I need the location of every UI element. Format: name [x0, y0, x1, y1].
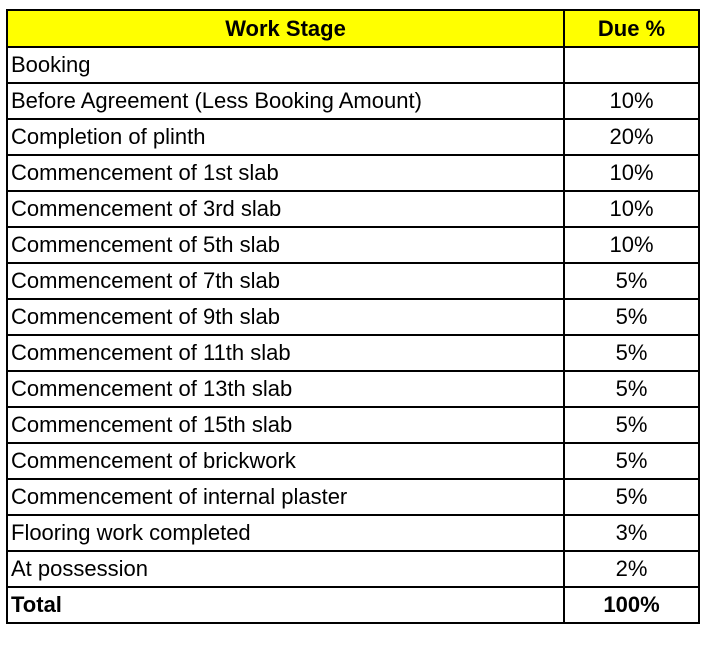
- work-stage-cell: Commencement of 9th slab: [7, 299, 564, 335]
- table-row: [7, 335, 699, 371]
- due-percent-cell: 5%: [564, 479, 699, 515]
- due-percent-cell: 10%: [564, 83, 699, 119]
- table-row: [7, 227, 699, 263]
- work-stage-cell: Commencement of 7th slab: [7, 263, 564, 299]
- table-row: [7, 443, 699, 479]
- due-percent-cell: 5%: [564, 299, 699, 335]
- work-stage-cell: Commencement of brickwork: [7, 443, 564, 479]
- table-row: [7, 551, 699, 587]
- due-percent-cell: 3%: [564, 515, 699, 551]
- work-stage-cell: Commencement of 5th slab: [7, 227, 564, 263]
- work-stage-cell: Commencement of 11th slab: [7, 335, 564, 371]
- due-percent-cell: 10%: [564, 227, 699, 263]
- table-row: [7, 299, 699, 335]
- due-percent-cell: 5%: [564, 407, 699, 443]
- total-row: [7, 587, 699, 623]
- work-stage-cell: Completion of plinth: [7, 119, 564, 155]
- due-percent-cell: 10%: [564, 191, 699, 227]
- table-row: [7, 263, 699, 299]
- payment-schedule-table: [6, 9, 700, 624]
- due-percent-cell: 5%: [564, 371, 699, 407]
- work-stage-cell: Commencement of 15th slab: [7, 407, 564, 443]
- work-stage-cell: Commencement of 13th slab: [7, 371, 564, 407]
- due-percent-cell: 10%: [564, 155, 699, 191]
- work-stage-cell: Flooring work completed: [7, 515, 564, 551]
- header-work-stage: Work Stage: [7, 10, 564, 47]
- table-row: [7, 155, 699, 191]
- work-stage-cell: Commencement of 3rd slab: [7, 191, 564, 227]
- total-label: Total: [7, 587, 564, 623]
- table-row: [7, 191, 699, 227]
- table-row: [7, 119, 699, 155]
- table-row: [7, 515, 699, 551]
- table-row: [7, 47, 699, 83]
- total-due: 100%: [564, 587, 699, 623]
- table-row: [7, 407, 699, 443]
- table-row: [7, 83, 699, 119]
- table-body: [7, 47, 699, 587]
- work-stage-cell: Booking: [7, 47, 564, 83]
- due-percent-cell: 2%: [564, 551, 699, 587]
- header-due-percent: Due %: [564, 10, 699, 47]
- due-percent-cell: [564, 47, 699, 83]
- table-row: [7, 479, 699, 515]
- due-percent-cell: 5%: [564, 443, 699, 479]
- work-stage-cell: Commencement of internal plaster: [7, 479, 564, 515]
- due-percent-cell: 5%: [564, 263, 699, 299]
- table-header-row: [7, 10, 699, 47]
- table-row: [7, 371, 699, 407]
- work-stage-cell: Commencement of 1st slab: [7, 155, 564, 191]
- due-percent-cell: 5%: [564, 335, 699, 371]
- work-stage-cell: Before Agreement (Less Booking Amount): [7, 83, 564, 119]
- work-stage-cell: At possession: [7, 551, 564, 587]
- due-percent-cell: 20%: [564, 119, 699, 155]
